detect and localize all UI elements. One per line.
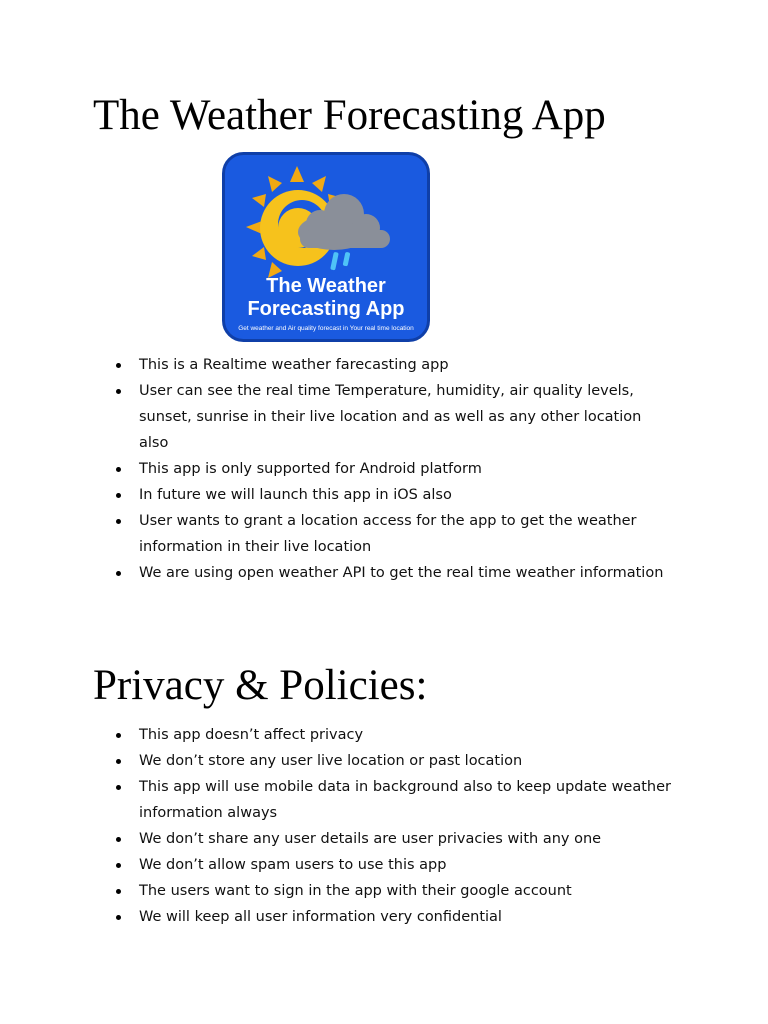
- bullet-icon: [116, 889, 121, 894]
- bullet-icon: [116, 467, 121, 472]
- list-item: We are using open weather API to get the real time weather information: [114, 560, 674, 586]
- list-item: This app will use mobile data in background also to keep update weather information always: [114, 774, 674, 826]
- privacy-heading: Privacy & Policies:: [93, 662, 428, 709]
- bullet-icon: [116, 863, 121, 868]
- bullet-icon: [116, 785, 121, 790]
- logo-title-line1: The Weather: [266, 275, 386, 297]
- list-item: We will keep all user information very confidential: [114, 904, 674, 930]
- list-item: In future we will launch this app in iOS also: [114, 482, 674, 508]
- list-item: User can see the real time Temperature, humidity, air quality levels, sunset, sunrise in their live location and as well as any other location also: [114, 378, 674, 456]
- bullet-icon: [116, 363, 121, 368]
- bullet-icon: [116, 837, 121, 842]
- bullet-icon: [116, 571, 121, 576]
- list-item: We don’t share any user details are user privacies with any one: [114, 826, 674, 852]
- bullet-icon: [116, 519, 121, 524]
- list-item: This is a Realtime weather farecasting app: [114, 352, 674, 378]
- bullet-icon: [116, 759, 121, 764]
- logo-title-line2: Forecasting App: [247, 298, 405, 320]
- list-item: The users want to sign in the app with their google account: [114, 878, 674, 904]
- page-title: The Weather Forecasting App: [93, 92, 606, 139]
- bullet-icon: [116, 389, 121, 394]
- bullet-icon: [116, 915, 121, 920]
- list-item: This app is only supported for Android platform: [114, 456, 674, 482]
- privacy-list: [114, 722, 674, 930]
- features-list: [114, 352, 674, 586]
- bullet-icon: [116, 493, 121, 498]
- list-item: This app doesn’t affect privacy: [114, 722, 674, 748]
- list-item: We don’t store any user live location or past location: [114, 748, 674, 774]
- list-item: User wants to grant a location access for the app to get the weather information in their live location: [114, 508, 674, 560]
- weather-app-logo: [222, 152, 430, 342]
- bullet-icon: [116, 733, 121, 738]
- logo-tagline: Get weather and Air quality forecast in Your real time location: [238, 325, 414, 332]
- list-item: We don’t allow spam users to use this app: [114, 852, 674, 878]
